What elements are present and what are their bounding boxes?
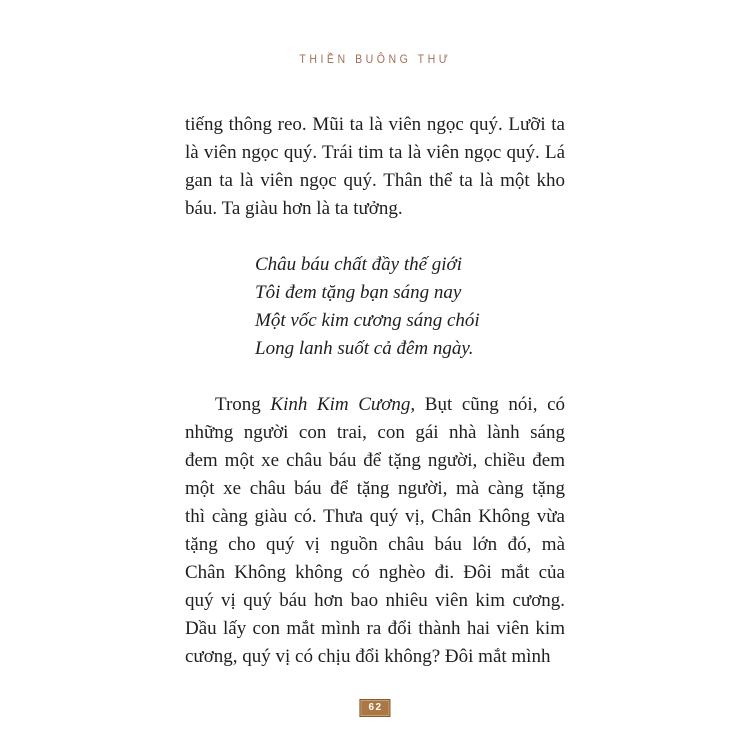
text-line: đem một xe châu báu để tặng người, chiều đem [185, 450, 565, 471]
text-line: thì càng giàu có. Thưa quý vị, Chân Không vừa [185, 506, 565, 527]
poem-line: Long lanh suốt cả đêm ngày. [255, 338, 474, 359]
running-head-title: THIỀN BUÔNG THƯ [299, 52, 451, 66]
poem-stanza [185, 251, 565, 363]
text-line: cương, quý vị có chịu đổi không? Đôi mắt mình [185, 646, 551, 667]
text-line: một xe châu báu để tặng người, mà càng tặng [185, 478, 565, 499]
body-paragraph [185, 391, 565, 671]
text-line: gan ta là viên ngọc quý. Thân thể ta là một kho [185, 170, 565, 191]
text-line: tặng cho quý vị nguồn châu báu lớn đó, mà [185, 534, 565, 555]
text-line: báu. Ta giàu hơn là ta tưởng. [185, 198, 403, 219]
body-paragraph [185, 111, 565, 223]
text-line: những người con trai, con gái nhà lành sáng [185, 422, 565, 443]
text-line: Trong Kinh Kim Cương, Bụt cũng nói, có [215, 394, 565, 415]
text-line: Dầu lấy con mắt mình ra đổi thành hai viên kim [185, 618, 565, 639]
running-head [0, 52, 750, 66]
page-number-badge: 62 [359, 699, 390, 717]
poem-line: Tôi đem tặng bạn sáng nay [255, 282, 462, 303]
text-line: quý vị quý báu hơn bao nhiêu viên kim cương. [185, 590, 565, 611]
text-line: là viên ngọc quý. Trái tim ta là viên ngọc quý. Lá [185, 142, 565, 163]
poem-line: Châu báu chất đầy thế giới [255, 254, 462, 275]
text-line: tiếng thông reo. Mũi ta là viên ngọc quý. Lưỡi ta [185, 114, 565, 135]
text-block [185, 111, 565, 671]
poem-line: Một vốc kim cương sáng chói [255, 310, 480, 331]
text-line: Chân Không không có nghèo đi. Đôi mắt của [185, 562, 565, 583]
